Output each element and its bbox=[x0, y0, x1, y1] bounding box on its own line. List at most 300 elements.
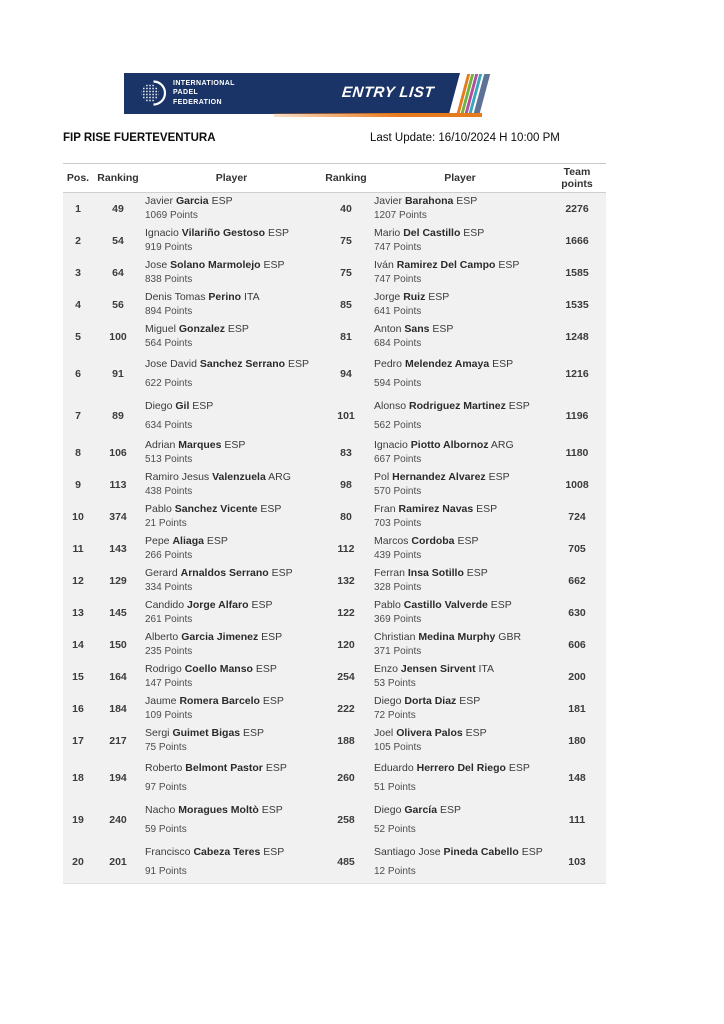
player-cell-1 bbox=[143, 323, 320, 351]
table-row bbox=[63, 353, 606, 395]
player-name bbox=[374, 471, 548, 484]
player-points: 72 Points bbox=[374, 710, 416, 722]
player-points: 838 Points bbox=[145, 274, 193, 286]
player-firstname: Miguel bbox=[145, 323, 176, 336]
player-points: 91 Points bbox=[145, 865, 187, 877]
ranking-cell-1: 374 bbox=[109, 511, 127, 524]
player-country: ARG bbox=[490, 439, 514, 452]
ranking-cell-1: 89 bbox=[112, 410, 124, 423]
team-points-cell: 1585 bbox=[565, 267, 589, 280]
player-name bbox=[374, 227, 548, 240]
player-cell-1 bbox=[143, 631, 320, 659]
player-firstname: Ignacio bbox=[145, 227, 179, 240]
table-row bbox=[63, 225, 606, 257]
position-cell: 1 bbox=[75, 203, 81, 216]
player-firstname: Alberto bbox=[145, 631, 179, 644]
player-country: ESP bbox=[457, 535, 479, 548]
ranking-cell-2: 132 bbox=[337, 575, 355, 588]
logo-wordmark bbox=[173, 79, 235, 106]
ranking-cell-1: 150 bbox=[109, 639, 127, 652]
team-points-cell: 111 bbox=[568, 814, 586, 827]
player-cell-1 bbox=[143, 804, 320, 837]
table-row bbox=[63, 437, 606, 469]
player-cell-1 bbox=[143, 195, 320, 223]
player-surname: Garcia Jimenez bbox=[181, 631, 259, 644]
player-points: 105 Points bbox=[374, 742, 422, 754]
team-points-cell: 1248 bbox=[565, 331, 589, 344]
table-row bbox=[63, 693, 606, 725]
ranking-cell-2: 75 bbox=[340, 235, 352, 248]
player-points: 334 Points bbox=[145, 582, 193, 594]
player-cell-2 bbox=[372, 471, 548, 499]
ranking-cell-2: 75 bbox=[340, 267, 352, 280]
player-points: 894 Points bbox=[145, 306, 193, 318]
player-country: ESP bbox=[456, 195, 478, 208]
player-name bbox=[145, 663, 320, 676]
table-row bbox=[63, 193, 606, 225]
ranking-cell-2: 258 bbox=[337, 814, 355, 827]
player-surname: Marques bbox=[178, 439, 222, 452]
player-name bbox=[374, 439, 548, 452]
player-firstname: Gerard bbox=[145, 567, 178, 580]
player-firstname: Roberto bbox=[145, 761, 183, 774]
player-surname: Moragues Moltò bbox=[178, 803, 259, 816]
player-country: ESP bbox=[432, 323, 454, 336]
player-name bbox=[145, 358, 320, 371]
ranking-cell-2: 101 bbox=[337, 410, 355, 423]
table-row bbox=[63, 725, 606, 757]
player-surname: Arnaldos Serrano bbox=[180, 567, 269, 580]
player-surname: Sanchez Vicente bbox=[174, 503, 258, 516]
player-country: ITA bbox=[478, 663, 495, 676]
player-name bbox=[145, 695, 320, 708]
player-country: ESP bbox=[263, 845, 285, 858]
position-cell: 11 bbox=[72, 543, 84, 556]
player-country: ESP bbox=[466, 567, 488, 580]
ranking-cell-1: 129 bbox=[109, 575, 127, 588]
player-surname: Barahona bbox=[404, 195, 454, 208]
player-surname: Melendez Amaya bbox=[404, 357, 490, 370]
player-firstname: Ferran bbox=[374, 567, 405, 580]
team-points-cell: 181 bbox=[568, 703, 586, 716]
player-firstname: Pepe bbox=[145, 535, 170, 548]
team-points-cell: 148 bbox=[568, 772, 586, 785]
player-surname: Solano Marmolejo bbox=[170, 259, 261, 272]
player-cell-1 bbox=[143, 599, 320, 627]
player-name bbox=[145, 535, 320, 548]
player-name bbox=[374, 535, 548, 548]
table-row bbox=[63, 661, 606, 693]
player-firstname: Francisco bbox=[145, 845, 191, 858]
player-cell-1 bbox=[143, 358, 320, 391]
player-name bbox=[374, 631, 548, 644]
position-cell: 2 bbox=[75, 235, 81, 248]
ranking-cell-1: 143 bbox=[109, 543, 127, 556]
player-firstname: Jaume bbox=[145, 695, 177, 708]
player-surname: Gonzalez bbox=[178, 323, 225, 336]
player-name bbox=[374, 727, 548, 740]
player-points: 570 Points bbox=[374, 486, 422, 498]
player-country: ESP bbox=[463, 227, 485, 240]
team-points-cell: 1216 bbox=[565, 368, 589, 381]
player-country: ESP bbox=[261, 631, 283, 644]
player-firstname: Adrian bbox=[145, 439, 176, 452]
player-country: ESP bbox=[260, 503, 282, 516]
player-points: 109 Points bbox=[145, 710, 193, 722]
position-cell: 7 bbox=[75, 410, 81, 423]
player-cell-1 bbox=[143, 846, 320, 879]
player-points: 684 Points bbox=[374, 338, 422, 350]
table-row bbox=[63, 289, 606, 321]
ranking-cell-2: 188 bbox=[337, 735, 355, 748]
player-name bbox=[145, 259, 320, 272]
header-ranking-1: Ranking bbox=[97, 172, 139, 185]
globe-icon bbox=[138, 78, 168, 108]
table-row bbox=[63, 565, 606, 597]
player-firstname: Diego bbox=[374, 695, 402, 708]
player-name bbox=[374, 358, 548, 371]
position-cell: 19 bbox=[72, 814, 84, 827]
player-cell-1 bbox=[143, 291, 320, 319]
player-name bbox=[374, 503, 548, 516]
logo-line-1: INTERNATIONAL bbox=[173, 80, 235, 88]
player-surname: Jensen Sirvent bbox=[400, 663, 476, 676]
player-firstname: Enzo bbox=[374, 663, 398, 676]
team-points-cell: 724 bbox=[568, 511, 586, 524]
table-row bbox=[63, 321, 606, 353]
player-name bbox=[374, 695, 548, 708]
player-surname: Ramirez Del Campo bbox=[396, 259, 496, 272]
player-name bbox=[145, 599, 320, 612]
team-points-cell: 630 bbox=[568, 607, 586, 620]
player-name bbox=[145, 227, 320, 240]
table-row bbox=[63, 841, 606, 883]
player-surname: Rodriguez Martinez bbox=[409, 399, 506, 412]
player-cell-2 bbox=[372, 291, 548, 319]
player-country: ESP bbox=[206, 535, 228, 548]
player-firstname: Ignacio bbox=[374, 439, 408, 452]
position-cell: 6 bbox=[75, 368, 81, 381]
player-points: 21 Points bbox=[145, 518, 187, 530]
player-cell-2 bbox=[372, 631, 548, 659]
player-points: 97 Points bbox=[145, 781, 187, 793]
ranking-cell-1: 49 bbox=[112, 203, 124, 216]
player-surname: Pineda Cabello bbox=[443, 845, 519, 858]
player-surname: Del Castillo bbox=[403, 227, 461, 240]
player-surname: Valenzuela bbox=[212, 471, 266, 484]
player-surname: Aliaga bbox=[172, 535, 204, 548]
player-points: 634 Points bbox=[145, 419, 193, 431]
player-name bbox=[374, 567, 548, 580]
player-country: ESP bbox=[508, 399, 530, 412]
player-cell-2 bbox=[372, 599, 548, 627]
player-country: ESP bbox=[521, 845, 543, 858]
ranking-cell-2: 112 bbox=[337, 543, 355, 556]
position-cell: 4 bbox=[75, 299, 81, 312]
ranking-cell-2: 94 bbox=[340, 368, 352, 381]
event-title: FIP RISE FUERTEVENTURA bbox=[63, 132, 216, 144]
player-cell-2 bbox=[372, 762, 548, 795]
player-cell-2 bbox=[372, 727, 548, 755]
player-firstname: Marcos bbox=[374, 535, 409, 548]
player-firstname: Rodrigo bbox=[145, 663, 182, 676]
player-country: ESP bbox=[262, 695, 284, 708]
player-cell-1 bbox=[143, 762, 320, 795]
player-name bbox=[374, 195, 548, 208]
ranking-cell-1: 91 bbox=[112, 368, 124, 381]
player-firstname: Pablo bbox=[374, 599, 401, 612]
ranking-cell-1: 194 bbox=[109, 772, 127, 785]
player-cell-1 bbox=[143, 695, 320, 723]
player-country: ESP bbox=[267, 227, 289, 240]
header-team-points: Team points bbox=[561, 166, 593, 191]
player-points: 12 Points bbox=[374, 865, 416, 877]
player-country: GBR bbox=[498, 631, 522, 644]
position-cell: 13 bbox=[72, 607, 84, 620]
player-country: ESP bbox=[492, 357, 514, 370]
player-name bbox=[374, 400, 548, 413]
player-country: ESP bbox=[488, 471, 510, 484]
player-country: ESP bbox=[227, 323, 249, 336]
player-firstname: Javier bbox=[374, 195, 403, 208]
player-name bbox=[374, 599, 548, 612]
table-row bbox=[63, 501, 606, 533]
team-points-cell: 103 bbox=[568, 856, 586, 869]
player-surname: Dorta Diaz bbox=[404, 695, 457, 708]
player-cell-1 bbox=[143, 227, 320, 255]
table-row bbox=[63, 395, 606, 437]
table-row bbox=[63, 629, 606, 661]
player-surname: Castillo Valverde bbox=[403, 599, 488, 612]
player-points: 703 Points bbox=[374, 518, 422, 530]
player-firstname: Alonso bbox=[374, 399, 407, 412]
team-points-cell: 1196 bbox=[565, 410, 589, 423]
ranking-cell-1: 217 bbox=[109, 735, 127, 748]
player-surname: Vilariño Gestoso bbox=[181, 227, 266, 240]
ipf-entry-list-banner bbox=[124, 73, 460, 114]
player-country: ESP bbox=[261, 803, 283, 816]
player-surname: Cabeza Teres bbox=[193, 845, 261, 858]
player-name bbox=[374, 323, 548, 336]
player-points: 75 Points bbox=[145, 742, 187, 754]
player-cell-2 bbox=[372, 846, 548, 879]
table-row bbox=[63, 257, 606, 289]
player-cell-2 bbox=[372, 695, 548, 723]
ranking-cell-2: 85 bbox=[340, 299, 352, 312]
ranking-cell-2: 222 bbox=[337, 703, 355, 716]
position-cell: 10 bbox=[72, 511, 84, 524]
player-name bbox=[145, 503, 320, 516]
player-firstname: Santiago Jose bbox=[374, 845, 441, 858]
player-country: ITA bbox=[244, 291, 260, 304]
ranking-cell-2: 260 bbox=[337, 772, 355, 785]
player-country: ESP bbox=[439, 803, 461, 816]
player-country: ARG bbox=[268, 471, 291, 484]
player-firstname: Pedro bbox=[374, 357, 403, 370]
player-cell-1 bbox=[143, 567, 320, 595]
player-points: 622 Points bbox=[145, 377, 193, 389]
player-points: 919 Points bbox=[145, 242, 193, 254]
player-surname: Garcia bbox=[175, 195, 209, 208]
player-points: 53 Points bbox=[374, 678, 416, 690]
team-points-cell: 180 bbox=[568, 735, 586, 748]
player-name bbox=[145, 762, 320, 775]
ranking-cell-1: 64 bbox=[112, 267, 124, 280]
player-points: 59 Points bbox=[145, 823, 187, 835]
player-surname: Ramirez Navas bbox=[398, 503, 474, 516]
player-points: 594 Points bbox=[374, 377, 422, 389]
player-firstname: Ramiro Jesus bbox=[145, 471, 210, 484]
player-points: 1207 Points bbox=[374, 210, 427, 222]
player-country: ESP bbox=[490, 599, 512, 612]
logo-line-3: FEDERATION bbox=[173, 98, 222, 106]
ranking-cell-1: 184 bbox=[109, 703, 127, 716]
ranking-cell-1: 54 bbox=[112, 235, 124, 248]
player-firstname: Diego bbox=[145, 399, 173, 412]
ranking-cell-2: 80 bbox=[340, 511, 352, 524]
player-cell-2 bbox=[372, 439, 548, 467]
player-surname: Sans bbox=[404, 323, 430, 336]
team-points-cell: 1180 bbox=[565, 447, 589, 460]
player-country: ESP bbox=[428, 291, 450, 304]
header-player-1: Player bbox=[215, 172, 248, 185]
player-firstname: Anton bbox=[374, 323, 402, 336]
player-firstname: Nacho bbox=[145, 803, 176, 816]
position-cell: 5 bbox=[75, 331, 81, 344]
player-country: ESP bbox=[288, 357, 310, 370]
table-header-row bbox=[63, 163, 606, 193]
player-surname: Jorge Alfaro bbox=[187, 599, 249, 612]
player-firstname: Eduardo bbox=[374, 761, 414, 774]
player-surname: Belmont Pastor bbox=[185, 761, 263, 774]
player-cell-2 bbox=[372, 503, 548, 531]
player-firstname: Christian bbox=[374, 631, 416, 644]
table-row bbox=[63, 757, 606, 799]
ranking-cell-2: 81 bbox=[340, 331, 352, 344]
entry-table-body bbox=[63, 193, 606, 884]
player-country: ESP bbox=[271, 567, 293, 580]
player-points: 51 Points bbox=[374, 781, 416, 793]
player-points: 667 Points bbox=[374, 454, 422, 466]
player-points: 564 Points bbox=[145, 338, 193, 350]
player-points: 641 Points bbox=[374, 306, 422, 318]
ranking-cell-2: 83 bbox=[340, 447, 352, 460]
player-cell-2 bbox=[372, 358, 548, 391]
player-points: 328 Points bbox=[374, 582, 422, 594]
entry-list-label: ENTRY LIST bbox=[341, 84, 435, 101]
ranking-cell-1: 106 bbox=[109, 447, 127, 460]
player-name bbox=[374, 846, 548, 859]
table-row bbox=[63, 533, 606, 565]
table-row bbox=[63, 597, 606, 629]
player-cell-1 bbox=[143, 259, 320, 287]
player-surname: Romera Barcelo bbox=[179, 695, 260, 708]
player-country: ESP bbox=[265, 761, 287, 774]
player-cell-1 bbox=[143, 727, 320, 755]
ranking-cell-2: 254 bbox=[337, 671, 355, 684]
ipf-logo bbox=[138, 78, 235, 108]
team-points-cell: 1008 bbox=[565, 479, 589, 492]
player-firstname: Mario bbox=[374, 227, 401, 240]
player-firstname: Jose David bbox=[145, 357, 197, 370]
last-update-timestamp: Last Update: 16/10/2024 H 10:00 PM bbox=[370, 132, 560, 144]
position-cell: 9 bbox=[75, 479, 81, 492]
player-cell-2 bbox=[372, 535, 548, 563]
position-cell: 15 bbox=[72, 671, 84, 684]
player-firstname: Jose bbox=[145, 259, 168, 272]
player-name bbox=[374, 291, 548, 304]
player-cell-2 bbox=[372, 663, 548, 691]
player-surname: García bbox=[404, 803, 438, 816]
player-surname: Insa Sotillo bbox=[407, 567, 464, 580]
player-name bbox=[145, 195, 320, 208]
position-cell: 20 bbox=[72, 856, 84, 869]
player-name bbox=[374, 762, 548, 775]
player-surname: Hernandez Alvarez bbox=[392, 471, 486, 484]
header-pos: Pos. bbox=[66, 172, 90, 185]
player-firstname: Candido bbox=[145, 599, 185, 612]
player-points: 562 Points bbox=[374, 419, 422, 431]
header-player-2: Player bbox=[444, 172, 476, 185]
player-cell-1 bbox=[143, 471, 320, 499]
player-country: ESP bbox=[243, 727, 265, 740]
player-cell-2 bbox=[372, 400, 548, 433]
player-points: 371 Points bbox=[374, 646, 422, 658]
player-country: ESP bbox=[508, 761, 530, 774]
player-name bbox=[374, 804, 548, 817]
player-surname: Guimet Bigas bbox=[172, 727, 241, 740]
team-points-cell: 705 bbox=[568, 543, 586, 556]
player-firstname: Pol bbox=[374, 471, 390, 484]
player-cell-1 bbox=[143, 535, 320, 563]
player-name bbox=[145, 323, 320, 336]
player-name bbox=[145, 631, 320, 644]
player-cell-2 bbox=[372, 567, 548, 595]
ranking-cell-2: 120 bbox=[337, 639, 355, 652]
entry-table bbox=[63, 163, 606, 884]
player-name bbox=[145, 439, 320, 452]
player-points: 513 Points bbox=[145, 454, 193, 466]
player-surname: Cordoba bbox=[411, 535, 455, 548]
ranking-cell-1: 56 bbox=[112, 299, 124, 312]
player-name bbox=[145, 846, 320, 859]
position-cell: 14 bbox=[72, 639, 84, 652]
player-name bbox=[145, 400, 320, 413]
player-firstname: Javier bbox=[145, 195, 174, 208]
player-country: ESP bbox=[263, 259, 285, 272]
player-surname: Herrero Del Riego bbox=[416, 761, 506, 774]
team-points-cell: 200 bbox=[568, 671, 586, 684]
position-cell: 12 bbox=[72, 575, 84, 588]
player-country: ESP bbox=[224, 439, 246, 452]
position-cell: 17 bbox=[72, 735, 84, 748]
ranking-cell-2: 122 bbox=[337, 607, 355, 620]
player-cell-2 bbox=[372, 259, 548, 287]
player-country: ESP bbox=[465, 727, 487, 740]
player-cell-2 bbox=[372, 323, 548, 351]
player-points: 747 Points bbox=[374, 242, 422, 254]
player-name bbox=[145, 804, 320, 817]
team-points-cell: 2276 bbox=[565, 203, 589, 216]
player-surname: Sanchez Serrano bbox=[199, 357, 286, 370]
orange-underline bbox=[274, 113, 482, 117]
player-surname: Olivera Palos bbox=[396, 727, 463, 740]
player-cell-2 bbox=[372, 227, 548, 255]
ranking-cell-1: 145 bbox=[109, 607, 127, 620]
team-points-cell: 1535 bbox=[565, 299, 589, 312]
player-firstname: Pablo bbox=[145, 503, 172, 516]
player-surname: Gil bbox=[175, 399, 190, 412]
